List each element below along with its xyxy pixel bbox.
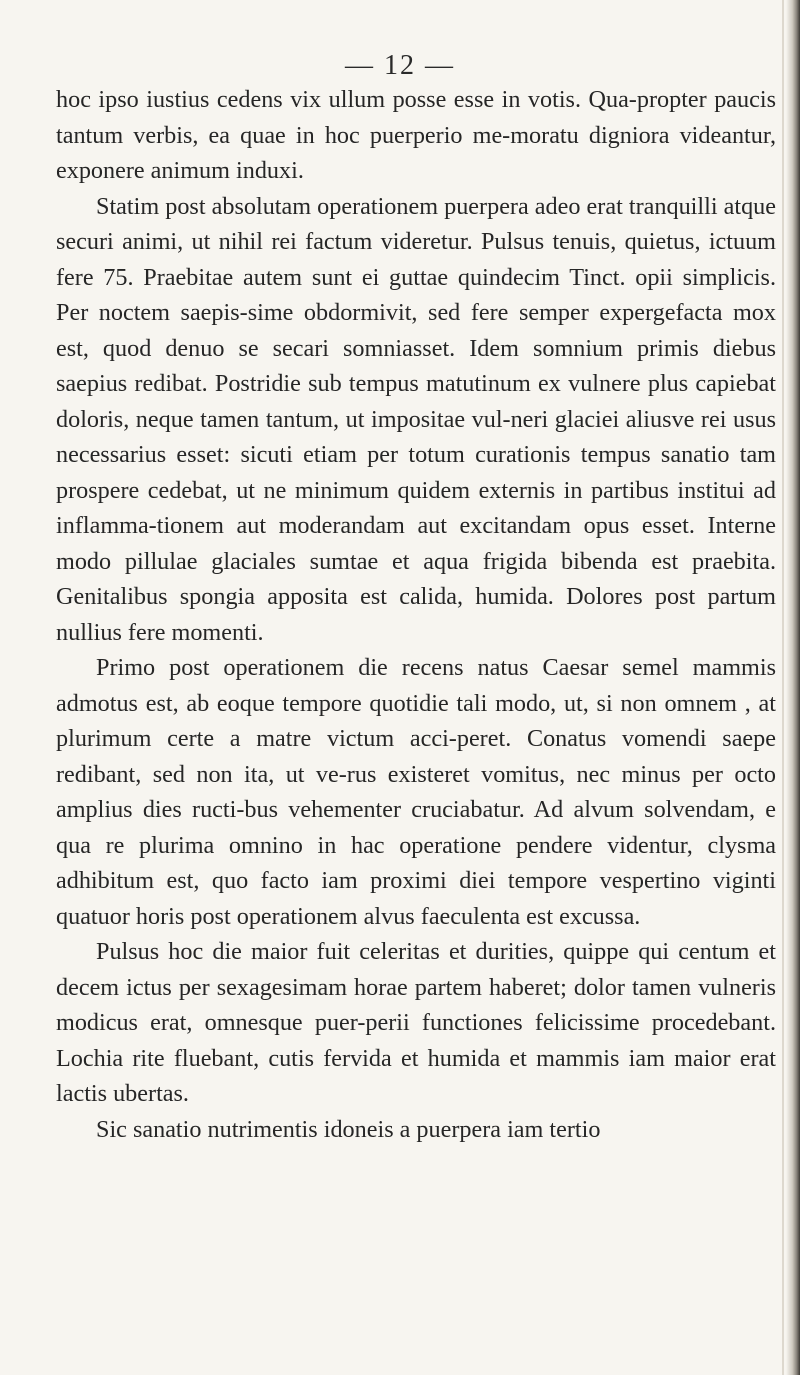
page-edge-line	[782, 0, 784, 1375]
page-number-header: — 12 —	[345, 50, 455, 81]
paragraph-3: Primo post operationem die recens natus Caesar semel mammis admotus est, ab eoque tempore quotidie tali modo, ut, si non omnem , at plurimum certe a matre victum acci-peret. Conatus vomendi saepe redibant, sed non ita, ut ve-rus existeret vomitus, nec minus per octo amplius dies ructi-bus vehementer cruciabatur. Ad alvum solvendam, e qua re plurima omnino in hac operatione pendere videntur, clysma adhibitum est, quo facto iam proximi diei tempore vespertino viginti quatuor horis post operationem alvus faeculenta est excussa.	[56, 654, 776, 930]
paragraph-4: Pulsus hoc die maior fuit celeritas et durities, quippe qui centum et decem ictus per sexagesimam horae partem haberet; dolor tamen vulneris modicus erat, omnesque puer-perii functiones felicissime procedebant. Lochia rite fluebant, cutis fervida et humida et mammis iam maior erat lactis ubertas.	[56, 938, 776, 1107]
page-edge-shadow	[786, 0, 800, 1375]
paragraph-2: Statim post absolutam operationem puerpera adeo erat tranquilli atque securi animi, ut nihil rei factum videretur. Pulsus tenuis, quietus, ictuum fere 75. Praebitae autem sunt ei guttae quindecim Tinct. opii simplicis. Per noctem saepis-sime obdormivit, sed fere semper expergefacta mox est, quod denuo se secari somniasset. Idem somnium primis diebus saepius redibat. Postridie sub tempus matutinum ex vulnere plus capiebat doloris, neque tamen tantum, ut impositae vul-neri glaciei aliusve rei usus necessarius esset: sicuti etiam per totum curationis tempus sanatio tam prospere cedebat, ut ne minimum quidem externis in partibus institui ad inflamma-tionem aut moderandam aut excitandam opus esset. Interne modo pillulae glaciales sumtae et aqua frigida bibenda est praebita. Genitalibus spongia apposita est calida, humida. Dolores post partum nullius fere momenti.	[56, 192, 776, 646]
body-text	[56, 82, 776, 1147]
paragraph-5: Sic sanatio nutrimentis idoneis a puerpera iam tertio	[96, 1115, 601, 1143]
paragraph-1: hoc ipso iustius cedens vix ullum posse esse in votis. Qua-propter paucis tantum verbis, ea quae in hoc puerperio me-moratu digniora videantur, exponere animum induxi.	[56, 86, 776, 184]
